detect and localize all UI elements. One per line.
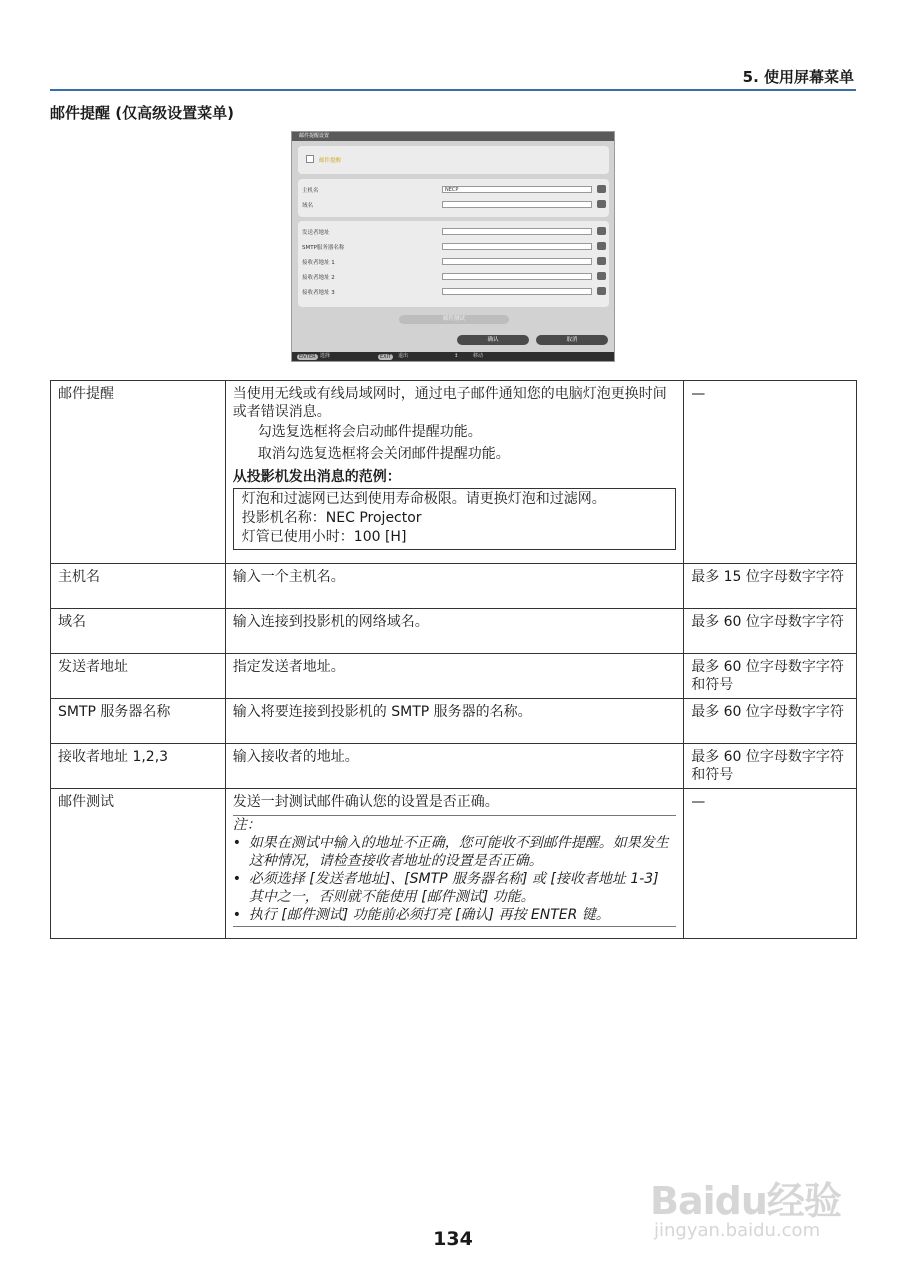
note-block xyxy=(233,816,676,927)
osd-enable-panel xyxy=(298,146,609,174)
row-description: 输入接收者的地址。 xyxy=(225,744,683,789)
osd-address-panel xyxy=(298,221,609,307)
row-description: 输入一个主机名。 xyxy=(225,564,683,609)
osd-footer-select: 选择 xyxy=(320,353,331,359)
example-message-box xyxy=(233,488,676,550)
keyboard-icon[interactable] xyxy=(597,242,606,250)
table-row xyxy=(51,609,857,654)
row-limit: 最多 60 位字母数字字符和符号 xyxy=(684,654,857,699)
osd-mail-alert-checkbox[interactable] xyxy=(306,155,314,163)
note-item: • 执行 [邮件测试] 功能前必须打亮 [确认] 再按 ENTER 键。 xyxy=(233,906,676,924)
osd-host-input[interactable]: NECP xyxy=(442,186,592,193)
osd-recipient-2-input[interactable] xyxy=(442,273,592,280)
osd-row-smtp xyxy=(298,242,609,252)
osd-host-panel xyxy=(298,179,609,217)
osd-cancel-button[interactable]: 取消 xyxy=(536,335,608,345)
move-arrows-icon: ↕ xyxy=(454,353,459,359)
osd-footer-move: 移动 xyxy=(473,353,484,359)
osd-row-recipient-1 xyxy=(298,257,609,267)
osd-ok-button[interactable]: 确认 xyxy=(457,335,529,345)
osd-sender-input[interactable] xyxy=(442,228,592,235)
keyboard-icon[interactable] xyxy=(597,287,606,295)
osd-sender-label: 发送者地址 xyxy=(302,230,330,236)
osd-domain-label: 域名 xyxy=(302,203,314,209)
row-desc-sub: 勾选复选框将会启动邮件提醒功能。 xyxy=(257,424,482,440)
row-name: 邮件测试 xyxy=(51,789,226,939)
osd-footer xyxy=(292,352,614,361)
osd-recipient-3-input[interactable] xyxy=(442,288,592,295)
row-limit: 最多 60 位字母数字字符 xyxy=(684,699,857,744)
note-item: • 必须选择 [发送者地址]、[SMTP 服务器名称] 或 [接收者地址 1-3] 其中之一，否则就不能使用 [邮件测试] 功能。 xyxy=(233,870,676,906)
row-name: 主机名 xyxy=(51,564,226,609)
table-row xyxy=(51,654,857,699)
osd-title: 邮件提醒设置 xyxy=(292,132,614,141)
osd-row-recipient-2 xyxy=(298,272,609,282)
page-number: 134 xyxy=(433,1228,473,1250)
example-line: 投影机名称：NEC Projector xyxy=(241,510,422,526)
row-name: 域名 xyxy=(51,609,226,654)
osd-host-label: 主机名 xyxy=(302,188,319,194)
osd-smtp-label: SMTP服务器名称 xyxy=(302,245,345,251)
row-desc-sub: 取消勾选复选框将会关闭邮件提醒功能。 xyxy=(257,446,510,462)
row-name: 邮件提醒 xyxy=(51,381,226,564)
enter-key-icon: ENTER xyxy=(299,353,316,360)
example-label: 从投影机发出消息的范例： xyxy=(232,469,401,485)
row-limit: 最多 60 位字母数字字符 xyxy=(684,609,857,654)
example-line: 灯管已使用小时：100 [H] xyxy=(241,529,407,545)
exit-key-icon: EXIT xyxy=(380,353,392,360)
row-limit: 最多 60 位字母数字字符和符号 xyxy=(684,744,857,789)
note-item: • 如果在测试中输入的地址不正确，您可能收不到邮件提醒。如果发生这种情况，请检查接收者地址的设置是否正确。 xyxy=(233,834,676,870)
keyboard-icon[interactable] xyxy=(597,185,606,193)
osd-smtp-input[interactable] xyxy=(442,243,592,250)
osd-recipient-1-input[interactable] xyxy=(442,258,592,265)
row-description: 输入将要连接到投影机的 SMTP 服务器的名称。 xyxy=(225,699,683,744)
osd-row-host xyxy=(298,185,609,195)
table-row xyxy=(51,744,857,789)
row-limit: — xyxy=(684,789,857,939)
row-desc-text: 当使用无线或有线局域网时，通过电子邮件通知您的电脑灯泡更换时间或者错误消息。 xyxy=(232,386,667,420)
row-limit: 最多 15 位字母数字字符 xyxy=(684,564,857,609)
row-name: 接收者地址 1,2,3 xyxy=(51,744,226,789)
osd-row-sender xyxy=(298,227,609,237)
note-label: 注： xyxy=(232,817,261,833)
row-desc-text: 发送一封测试邮件确认您的设置是否正确。 xyxy=(232,794,499,810)
osd-domain-input[interactable] xyxy=(442,201,592,208)
row-description: 输入连接到投影机的网络域名。 xyxy=(225,609,683,654)
keyboard-icon[interactable] xyxy=(597,227,606,235)
example-line: 灯泡和过滤网已达到使用寿命极限。请更换灯泡和过滤网。 xyxy=(241,491,606,507)
osd-recipient-1-label: 接收者地址 1 xyxy=(302,260,335,266)
table-row xyxy=(51,381,857,564)
osd-row-domain xyxy=(298,200,609,210)
row-name: SMTP 服务器名称 xyxy=(51,699,226,744)
keyboard-icon[interactable] xyxy=(597,257,606,265)
osd-mail-test-button[interactable]: 邮件测试 xyxy=(399,315,509,324)
row-description xyxy=(225,381,683,564)
header-rule xyxy=(50,89,856,91)
osd-recipient-2-label: 接收者地址 2 xyxy=(302,275,335,281)
row-description xyxy=(225,789,683,939)
table-row xyxy=(51,789,857,939)
watermark-url: jingyan.baidu.com xyxy=(654,1220,821,1241)
osd-footer-exit: 退出 xyxy=(398,353,409,359)
osd-row-recipient-3 xyxy=(298,287,609,297)
table-row xyxy=(51,564,857,609)
osd-screenshot xyxy=(291,131,615,362)
section-title: 邮件提醒 (仅高级设置菜单) xyxy=(50,104,234,122)
watermark-logo: Baidu经验 xyxy=(650,1179,841,1223)
osd-recipient-3-label: 接收者地址 3 xyxy=(302,290,335,296)
settings-table xyxy=(50,380,857,939)
keyboard-icon[interactable] xyxy=(597,200,606,208)
row-name: 发送者地址 xyxy=(51,654,226,699)
table-row xyxy=(51,699,857,744)
row-description: 指定发送者地址。 xyxy=(225,654,683,699)
row-limit: — xyxy=(684,381,857,564)
keyboard-icon[interactable] xyxy=(597,272,606,280)
chapter-title: 5. 使用屏幕菜单 xyxy=(742,68,854,86)
osd-mail-alert-label: 邮件提醒 xyxy=(319,158,342,164)
